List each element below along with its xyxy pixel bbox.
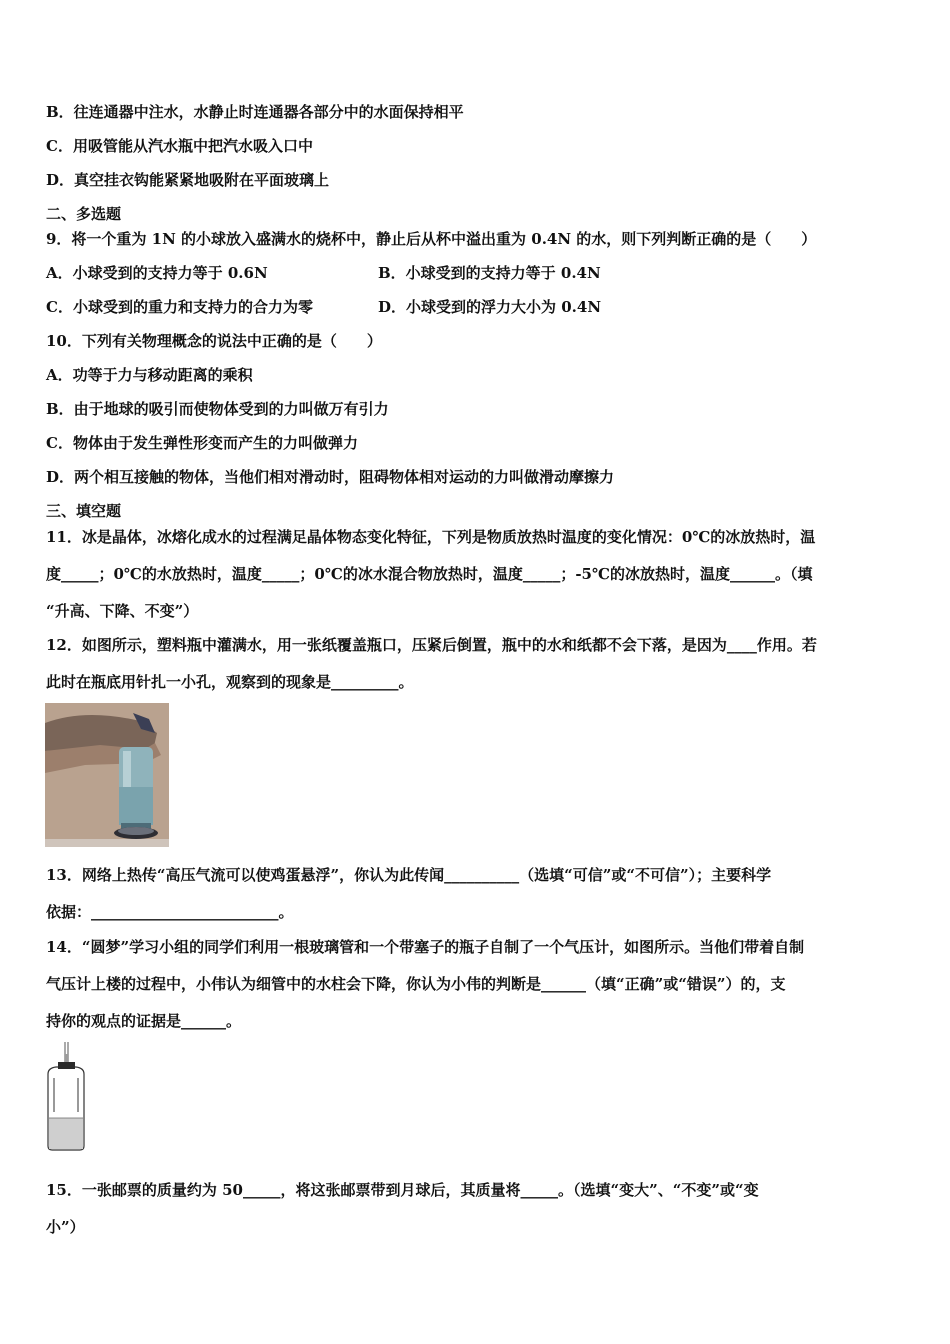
q11-line-3: “升高、下降、不变”） bbox=[46, 602, 199, 620]
q10-option-d: D．两个相互接触的物体，当他们相对滑动时，阻碍物体相对运动的力叫做滑动摩擦力 bbox=[46, 468, 615, 486]
q11-line-2: 度_____；0℃的水放热时，温度_____；0℃的冰水混合物放热时，温度_____；-5℃的冰放热时，温度______。（填 bbox=[46, 565, 813, 583]
q9-option-b: B．小球受到的支持力等于 0.4N bbox=[378, 264, 601, 282]
q15-line-2: 小”） bbox=[46, 1218, 85, 1236]
q13-line-2: 依据：_________________________。 bbox=[46, 903, 294, 921]
q14-line-3: 持你的观点的证据是______。 bbox=[46, 1012, 242, 1030]
inverted-bottle-photo bbox=[45, 703, 169, 847]
q9-option-a: A．小球受到的支持力等于 0.6N bbox=[46, 264, 268, 282]
q10-stem: 10．下列有关物理概念的说法中正确的是（ ） bbox=[46, 332, 382, 350]
q10-option-c: C．物体由于发生弹性形变而产生的力叫做弹力 bbox=[46, 434, 358, 452]
bottle-photo-illustration bbox=[45, 703, 169, 847]
q12-line-1: 12．如图所示，塑料瓶中灌满水，用一张纸覆盖瓶口，压紧后倒置，瓶中的水和纸都不会下落，是因为____作用。若 bbox=[46, 636, 817, 654]
section-multiple-choice-heading: 二、多选题 bbox=[46, 205, 122, 223]
barometer-illustration bbox=[40, 1040, 90, 1152]
q9-option-c: C．小球受到的重力和支持力的合力为零 bbox=[46, 298, 313, 316]
section-fill-in-heading: 三、填空题 bbox=[46, 502, 122, 520]
q8-option-c: C．用吸管能从汽水瓶中把汽水吸入口中 bbox=[46, 137, 313, 155]
q12-line-2: 此时在瓶底用针扎一小孔，观察到的现象是_________。 bbox=[46, 673, 414, 691]
q10-option-b: B．由于地球的吸引而使物体受到的力叫做万有引力 bbox=[46, 400, 389, 418]
q8-option-b: B．往连通器中注水，水静止时连通器各部分中的水面保持相平 bbox=[46, 103, 464, 121]
q14-line-2: 气压计上楼的过程中，小伟认为细管中的水柱会下降，你认为小伟的判断是______（填“正确”或“错误”）的，支 bbox=[46, 975, 786, 993]
q15-line-1: 15．一张邮票的质量约为 50_____，将这张邮票带到月球后，其质量将_____。（选填“变大”、“不变”或“变 bbox=[46, 1181, 759, 1199]
homemade-barometer-diagram bbox=[40, 1040, 90, 1152]
q9-stem: 9．将一个重为 1N 的小球放入盛满水的烧杯中，静止后从杯中溢出重为 0.4N 的水，则下列判断正确的是（ ） bbox=[46, 230, 817, 248]
q13-line-1: 13．网络上热传“高压气流可以使鸡蛋悬浮”，你认为此传闻__________（选填“可信”或“不可信”）；主要科学 bbox=[46, 866, 772, 884]
q14-line-1: 14．“圆梦”学习小组的同学们利用一根玻璃管和一个带塞子的瓶子自制了一个气压计，如图所示。当他们带着自制 bbox=[46, 938, 805, 956]
q10-option-a: A．功等于力与移动距离的乘积 bbox=[46, 366, 253, 384]
q11-line-1: 11．冰是晶体，冰熔化成水的过程满足晶体物态变化特征，下列是物质放热时温度的变化情况：0℃的冰放热时，温 bbox=[46, 528, 816, 546]
q9-option-d: D．小球受到的浮力大小为 0.4N bbox=[378, 298, 602, 316]
q8-option-d: D．真空挂衣钩能紧紧地吸附在平面玻璃上 bbox=[46, 171, 330, 189]
